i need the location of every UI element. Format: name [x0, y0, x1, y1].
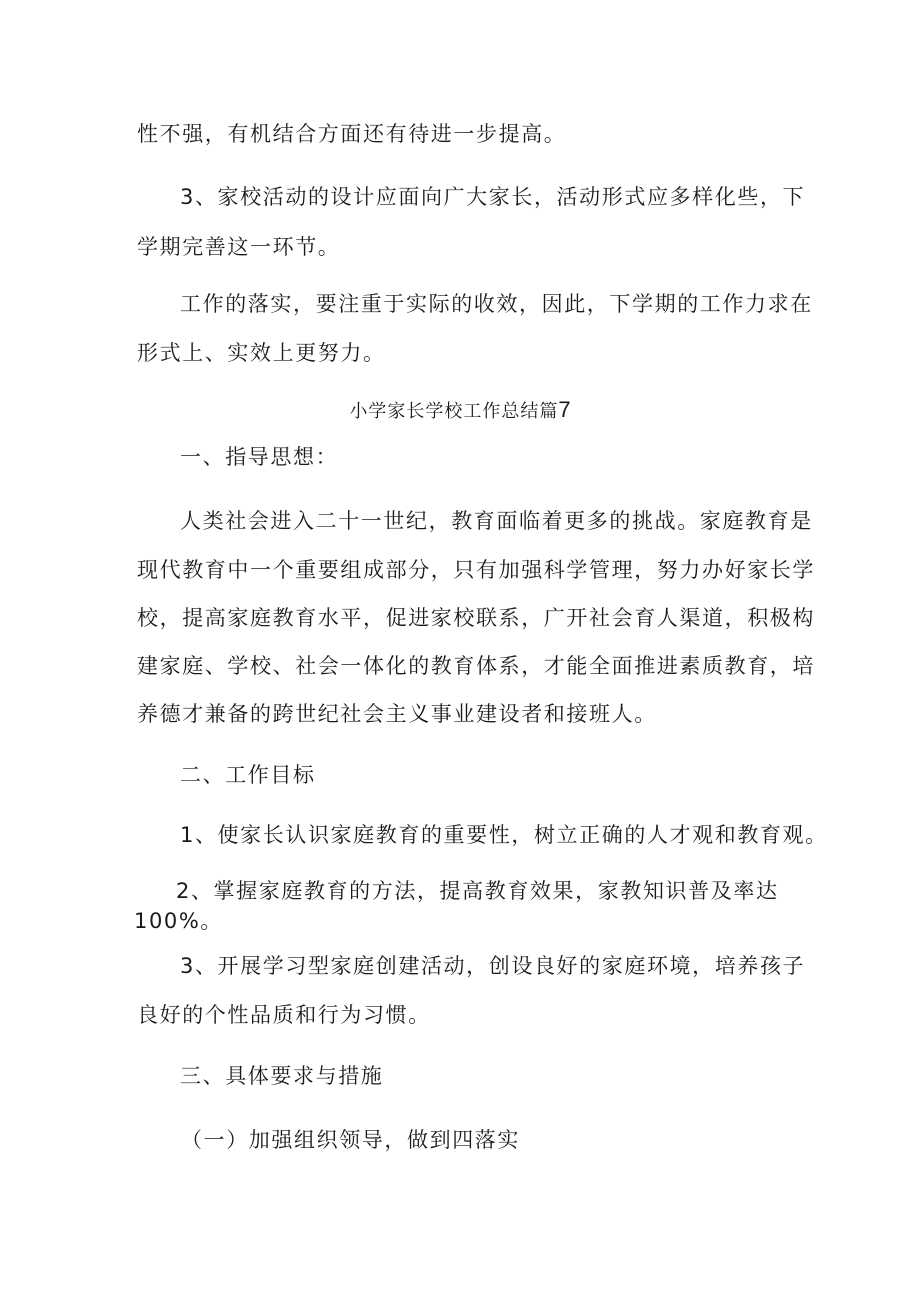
paragraph-line: 校，提高家庭教育水平，促进家校联系，广开社会育人渠道，积极构	[137, 606, 815, 630]
paragraph-line: 学期完善这一环节。	[137, 235, 341, 259]
paragraph-line: 工作的落实，要注重于实际的收效，因此，下学期的工作力求在	[180, 292, 813, 316]
paragraph-line: 现代教育中一个重要组成部分，只有加强科学管理，努力办好家长学	[137, 558, 815, 582]
paragraph-line: 人类社会进入二十一世纪，教育面临着更多的挑战。家庭教育是	[180, 509, 813, 533]
list-item: 3、开展学习型家庭创建活动，创设良好的家庭环境，培养孩子	[180, 954, 806, 978]
paragraph-line: 形式上、实效上更努力。	[137, 341, 386, 365]
list-item-continuation: 100%。	[134, 909, 224, 933]
section-heading: 二、工作目标	[180, 763, 316, 787]
title-number: 7	[558, 397, 571, 422]
paragraph-line: 性不强，有机结合方面还有待进一步提高。	[137, 122, 567, 146]
list-item: 2、掌握家庭教育的方法，提高教育效果，家教知识普及率达	[176, 879, 779, 903]
section-heading: 一、指导思想：	[180, 445, 339, 469]
list-item: 1、使家长认识家庭教育的重要性，树立正确的人才观和教育观。	[180, 823, 828, 847]
paragraph-line: 养德才兼备的跨世纪社会主义事业建设者和接班人。	[137, 702, 657, 726]
section-heading: 三、具体要求与措施	[180, 1064, 384, 1088]
title-text: 小学家长学校工作总结篇	[349, 401, 559, 422]
paragraph-line: 建家庭、学校、社会一体化的教育体系，才能全面推进素质教育，培	[137, 654, 815, 678]
page-title	[0, 396, 920, 426]
list-item-continuation: 良好的个性品质和行为习惯。	[137, 1003, 431, 1027]
paragraph-line: 3、家校活动的设计应面向广大家长，活动形式应多样化些，下	[180, 185, 806, 209]
subsection-heading: （一）加强组织领导，做到四落实	[181, 1128, 520, 1152]
